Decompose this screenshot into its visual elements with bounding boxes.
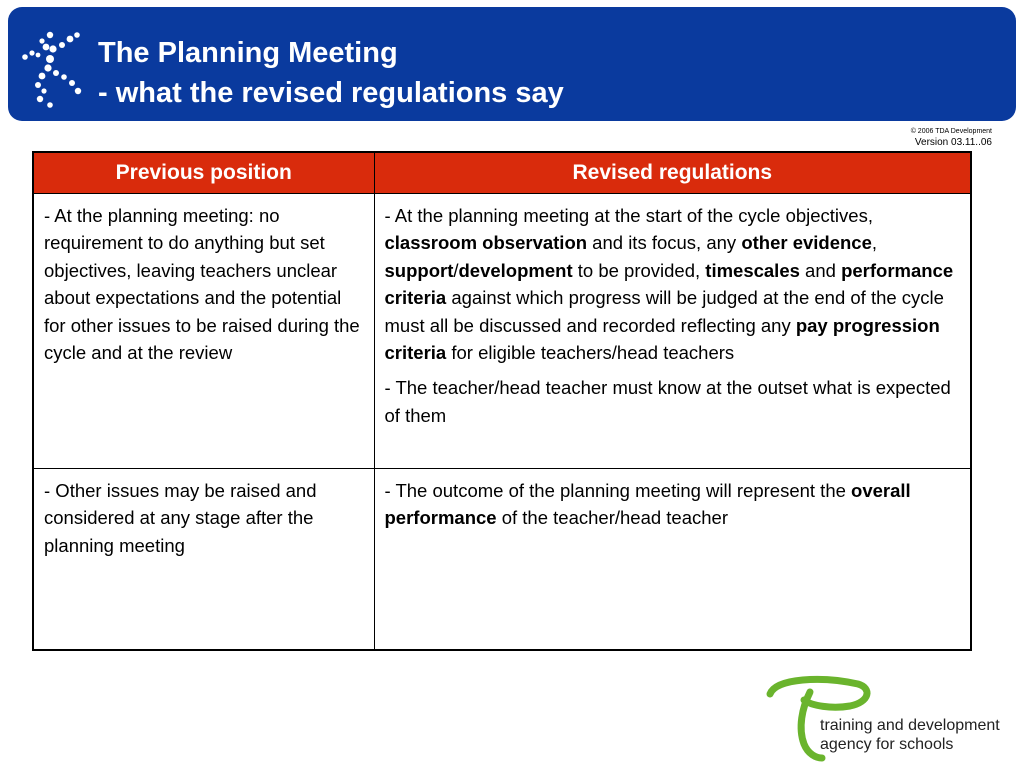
header-previous-position: Previous position — [33, 152, 374, 194]
bold-term: pay progression criteria — [384, 314, 940, 364]
bold-term: other evidence — [741, 232, 872, 254]
row1-previous-text: - At the planning meeting: no requirement to do anything but set objectives, leaving teachers unclear about expectations and the potential for other issues to be raised during the cycle and at the review — [44, 205, 360, 364]
bold-term: classroom observation — [384, 232, 588, 254]
row2-revised-cell — [374, 469, 971, 651]
bold-term: support — [384, 259, 454, 281]
bold-term: overall performance — [384, 480, 911, 529]
title-line-1: The Planning Meeting — [98, 37, 398, 69]
header-revised-regulations: Revised regulations — [374, 152, 971, 194]
row1-revised-paragraph-1 — [385, 202, 963, 366]
row2-revised-text — [385, 477, 963, 532]
title-banner — [8, 7, 1016, 121]
row2-previous-text: - Other issues may be raised and considered at any stage after the planning meeting — [44, 480, 317, 556]
row1-previous-cell — [33, 194, 374, 469]
text-run: for eligible teachers/head teachers — [446, 342, 735, 364]
bold-term: timescales — [705, 259, 800, 281]
row1-revised-cell — [374, 194, 971, 469]
text-run: and its focus, any — [587, 232, 742, 254]
row1-revised-paragraph-2: - The teacher/head teacher must know at the outset what is expected of them — [384, 377, 951, 426]
agency-name-line-1: training and development — [820, 717, 1000, 734]
version-label: Version 03.11..06 — [914, 137, 992, 148]
text-run: / — [453, 259, 459, 281]
text-run: , — [871, 232, 878, 254]
text-run: - The outcome of the planning meeting will represent the — [384, 480, 852, 501]
agency-name — [820, 716, 1000, 754]
title-line-2: - what the revised regulations say — [98, 77, 564, 109]
text-run: and — [799, 259, 842, 281]
table-header-row — [33, 152, 971, 194]
copyright-notice: © 2006 TDA Development — [910, 128, 992, 135]
table-row — [33, 469, 971, 651]
text-run: - At the planning meeting at the start of the cycle objectives, — [384, 205, 873, 226]
text-run: of the teacher/head teacher — [496, 507, 728, 529]
text-run: against which progress will be judged at the end of the cycle must all be discussed and recorded reflecting any — [384, 287, 944, 336]
agency-name-line-2: agency for schools — [820, 736, 954, 753]
bold-term: development — [458, 259, 573, 281]
text-run: to be provided, — [572, 259, 706, 281]
table-row — [33, 194, 971, 469]
tda-figure-icon — [20, 27, 84, 113]
page-title — [98, 33, 564, 113]
row2-previous-cell — [33, 469, 374, 651]
comparison-table — [32, 151, 972, 651]
bold-term: performance criteria — [384, 259, 954, 309]
